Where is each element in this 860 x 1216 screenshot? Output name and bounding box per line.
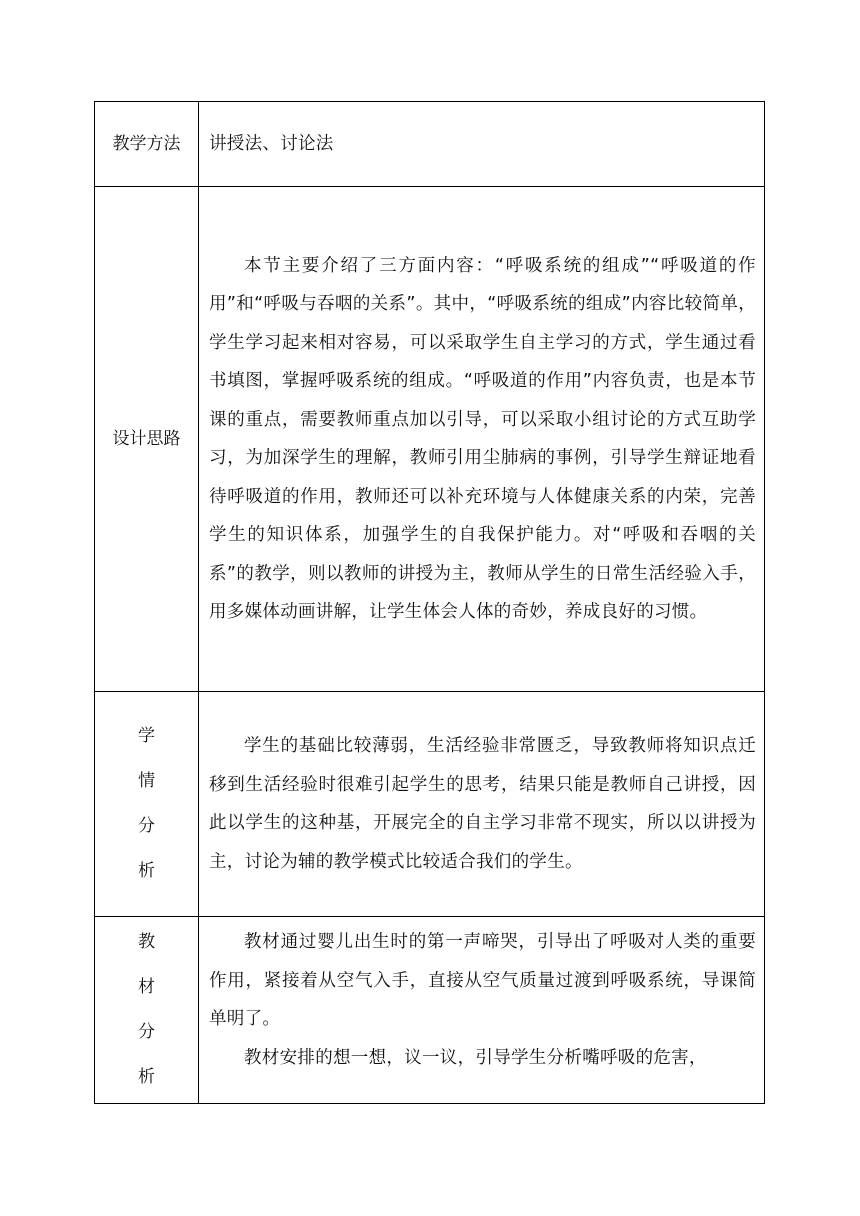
student-analysis-label (95, 692, 199, 917)
textbook-analysis-paragraph: 教材通过婴儿出生时的第一声啼哭，引导出了呼吸对人类的重要作用，紧接着从空气入手，直接从空气质量过渡到呼吸系统，导课简单明了。 (209, 932, 756, 1029)
teaching-method-text: 讲授法、讨论法 (199, 102, 765, 187)
student-analysis-row (95, 692, 765, 917)
textbook-analysis-label-char: 析 (138, 1067, 155, 1087)
design-idea-label: 设计思路 (95, 187, 199, 692)
lesson-plan-table (94, 101, 765, 1104)
student-analysis-label-char: 情 (138, 771, 155, 791)
teaching-method-row (95, 102, 765, 187)
design-idea-paragraph: 本节主要介绍了三方面内容：“呼吸系统的组成”“呼吸道的作用”和“呼吸与吞咽的关系”。其中，“呼吸系统的组成”内容比较简单，学生学习起来相对容易，可以采取学生自主学习的方式，学生通过看书填图，掌握呼吸系统的组成。“呼吸道的作用”内容负责，也是本节课的重点，需要教师重点加以引导，可以采取小组讨论的方式互助学习，为加深学生的理解，教师引用尘肺病的事例，引导学生辩证地看待呼吸道的作用，教师还可以补充环境与人体健康关系的内荣，完善学生的知识体系，加强学生的自我保护能力。对“呼吸和吞咽的关系”的教学，则以教师的讲授为主，教师从学生的日常生活经验入手，用多媒体动画讲解，让学生体会人体的奇妙，养成良好的习惯。 (209, 255, 756, 622)
student-analysis-label-char: 分 (138, 816, 155, 836)
design-idea-text-cell (199, 187, 765, 692)
textbook-analysis-paragraph: 教材安排的想一想，议一议，引导学生分析嘴呼吸的危害， (244, 1047, 707, 1068)
design-idea-row (95, 187, 765, 692)
textbook-analysis-label-char: 材 (138, 977, 155, 997)
textbook-analysis-row (95, 917, 765, 1104)
student-analysis-paragraph: 学生的基础比较薄弱，生活经验非常匮乏，导致教师将知识点迁移到生活经验时很难引起学生的思考，结果只能是教师自己讲授，因此以学生的这种基，开展完全的自主学习非常不现实，所以以讲授为主，讨论为辅的教学模式比较适合我们的学生。 (209, 736, 756, 872)
textbook-analysis-text-cell (199, 917, 765, 1104)
textbook-analysis-label-char: 教 (138, 932, 155, 952)
textbook-analysis-label-char: 分 (138, 1022, 155, 1042)
student-analysis-text-cell (199, 692, 765, 917)
student-analysis-label-char: 析 (138, 861, 155, 881)
teaching-method-label: 教学方法 (95, 102, 199, 187)
student-analysis-label-char: 学 (138, 726, 155, 746)
textbook-analysis-label (95, 917, 199, 1104)
